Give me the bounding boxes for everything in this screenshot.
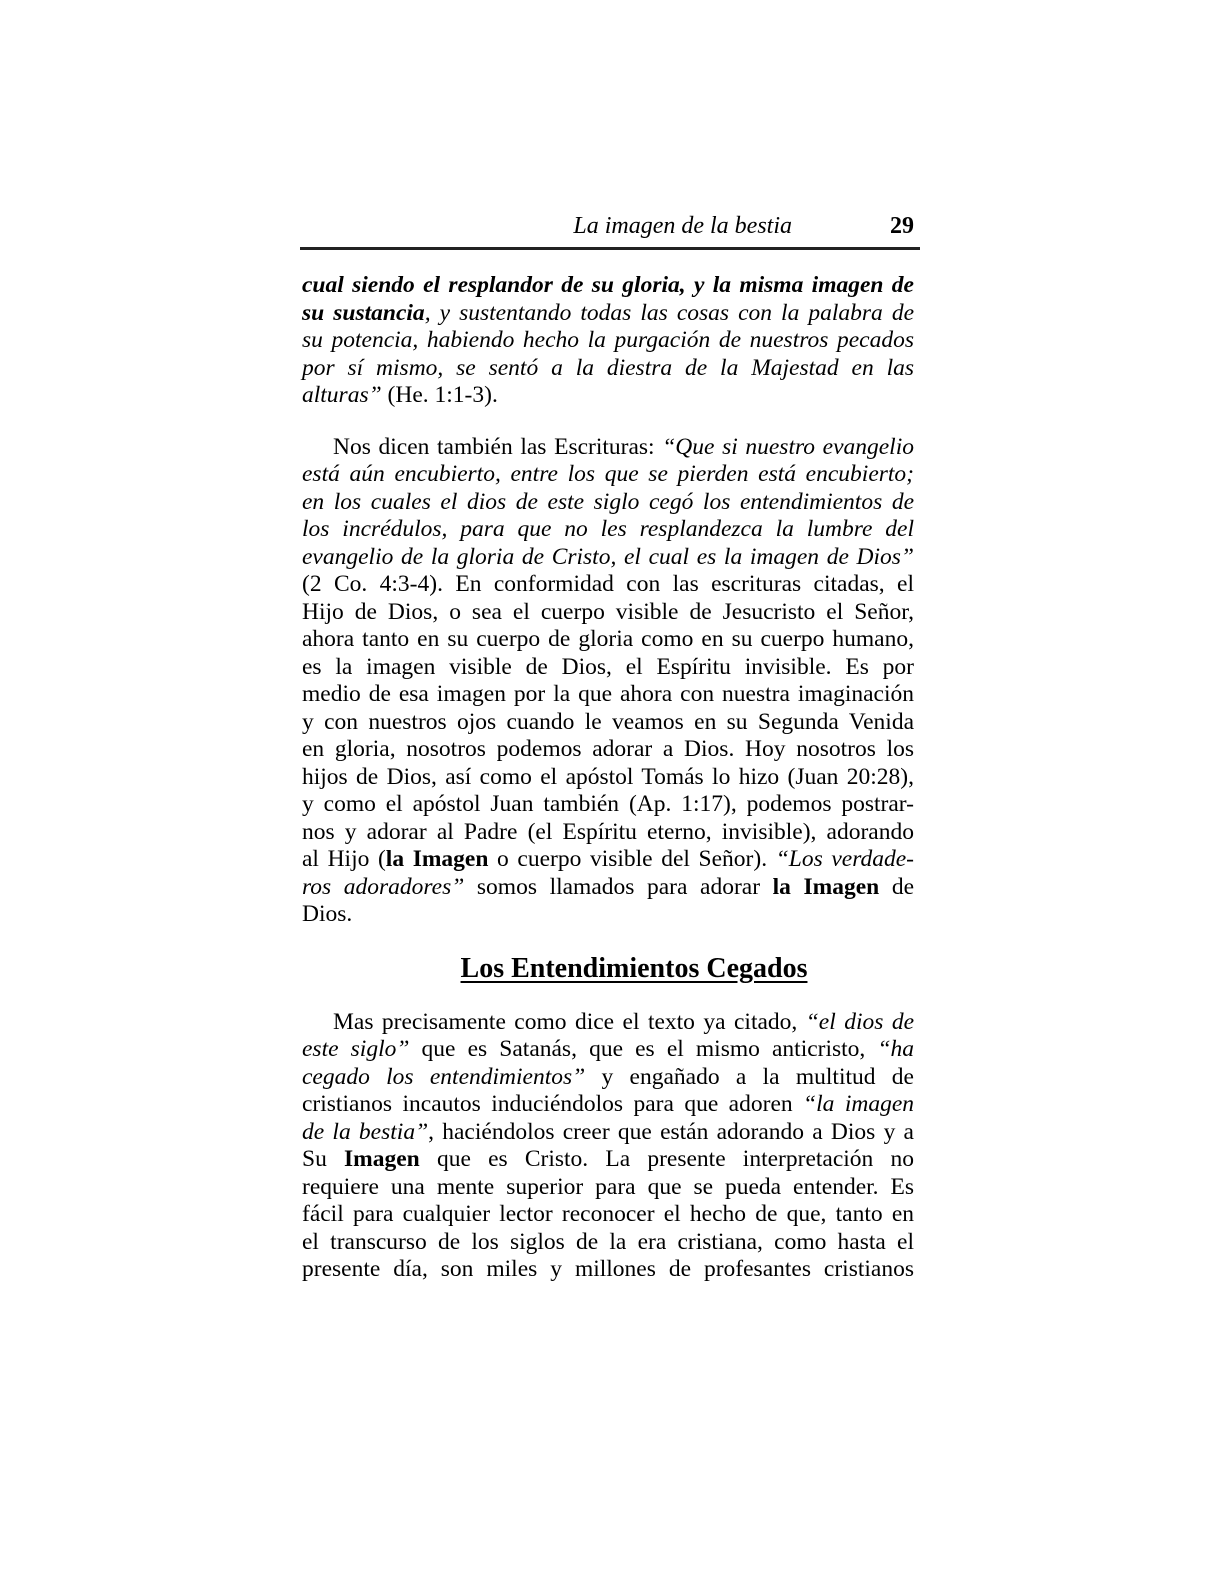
- text-run: “Que si nuestro evangelio: [662, 433, 914, 460]
- text-line: [302, 874, 914, 902]
- text-line: [302, 1091, 914, 1119]
- text-line: [302, 300, 914, 328]
- section-heading-text: Los Entendimientos Cegados: [460, 952, 808, 984]
- text-run: requiere una mente superior para que se pueda entender. Es: [302, 1173, 914, 1200]
- text-run: , y sustentando todas las cosas con la palabra de: [424, 299, 915, 326]
- text-line: [302, 681, 914, 709]
- text-line: [302, 489, 914, 517]
- text-run: su potencia, habiendo hecho la purgación de nuestros pecados: [302, 327, 914, 353]
- paragraph-corinthians: [302, 434, 914, 929]
- text-run: la Imagen: [385, 846, 489, 872]
- text-line: [302, 1229, 914, 1257]
- text-line: [302, 791, 914, 819]
- text-run: ahora tanto en su cuerpo de gloria como en su cuerpo humano,: [302, 626, 914, 652]
- text-line: [302, 1009, 914, 1037]
- text-line: [302, 901, 914, 929]
- text-line: [302, 764, 914, 792]
- paragraph-blinded-minds: [302, 1009, 914, 1284]
- text-run: cegado los entendimientos”: [302, 1063, 586, 1090]
- text-run: al Hijo (: [302, 846, 386, 872]
- text-line: [302, 709, 914, 737]
- text-run: cual siendo el resplandor de su gloria, y la misma imagen de: [302, 272, 914, 298]
- scripture-quote-hebrews: [302, 272, 914, 410]
- text-run: su sustancia: [302, 299, 425, 326]
- text-line: [302, 272, 914, 300]
- text-line: [302, 654, 914, 682]
- text-run: está aún encubierto, entre los que se pierden está encubierto;: [302, 461, 914, 487]
- text-run: o cuerpo visible del Señor).: [488, 846, 776, 872]
- text-line: [302, 1201, 914, 1229]
- text-line: [302, 819, 914, 847]
- text-run: somos llamados para adorar: [464, 873, 773, 900]
- text-run: presente día, son miles y millones de profesantes cristianos: [302, 1256, 914, 1282]
- text-run: evangelio de la gloria de Cristo, el cual es la imagen de Dios”: [302, 543, 914, 570]
- text-run: Dios.: [302, 901, 353, 927]
- text-run: Mas precisamente como dice el texto ya citado,: [333, 1008, 806, 1035]
- text-run: los incrédulos, para que no les resplandezca la lumbre del: [302, 516, 914, 542]
- text-run: “la imagen: [803, 1091, 914, 1117]
- text-run: nos y adorar al Padre (el Espíritu eterno, invisible), adorando: [302, 818, 914, 845]
- text-line: [302, 327, 914, 355]
- text-run: “ha: [877, 1036, 915, 1062]
- text-line: [302, 1174, 914, 1202]
- text-run: Nos dicen también las Escrituras:: [333, 433, 663, 460]
- text-line: [302, 544, 914, 572]
- text-line: [302, 626, 914, 654]
- text-run: medio de esa imagen por la que ahora con nuestra imaginación: [302, 681, 914, 707]
- text-run: (2 Co. 4:3-4). En conformidad con las escrituras citadas, el: [302, 571, 914, 597]
- running-title: La imagen de la bestia: [573, 213, 792, 239]
- text-run: hijos de Dios, así como el apóstol Tomás lo hizo (Juan 20:28),: [302, 763, 914, 790]
- text-run: Imagen: [344, 1146, 420, 1172]
- text-line: [302, 382, 914, 410]
- text-run: Su: [302, 1146, 345, 1172]
- text-line: [302, 1064, 914, 1092]
- text-run: la Imagen: [772, 873, 880, 900]
- text-run: fácil para cualquier lector reconocer el hecho de que, tanto en: [302, 1201, 914, 1227]
- text-run: en gloria, nosotros podemos adorar a Dios. Hoy nosotros los: [302, 736, 914, 762]
- text-line: [302, 846, 914, 874]
- text-line: [302, 599, 914, 627]
- text-line: [302, 571, 914, 599]
- section-heading: [328, 953, 940, 985]
- text-run: en los cuales el dios de este siglo cegó los entendimientos de: [302, 488, 914, 515]
- text-line: [302, 355, 914, 383]
- text-run: ros adoradores”: [302, 873, 465, 900]
- text-run: alturas”: [302, 382, 382, 408]
- text-run: y con nuestros ojos cuando le veamos en su Segunda Venida: [302, 708, 914, 735]
- text-run: de la bestia”: [302, 1118, 429, 1145]
- text-line: [302, 434, 914, 462]
- text-run: que es Cristo. La presente interpretación no: [419, 1146, 914, 1172]
- text-line: [302, 1036, 914, 1064]
- text-run: este siglo”: [302, 1036, 410, 1062]
- text-line: [302, 1256, 914, 1284]
- page-number: 29: [890, 213, 914, 239]
- text-run: “el dios de: [805, 1008, 914, 1035]
- text-run: cristianos incautos induciéndolos para que adoren: [302, 1091, 804, 1117]
- text-run: por sí mismo, se sentó a la diestra de la Majestad en las: [302, 354, 914, 381]
- text-line: [302, 736, 914, 764]
- text-run: el transcurso de los siglos de la era cristiana, como hasta el: [302, 1228, 914, 1255]
- running-header: [302, 212, 914, 240]
- text-run: (He. 1:1-3).: [381, 382, 498, 408]
- text-run: de: [879, 873, 915, 900]
- header-rule: [300, 247, 920, 250]
- text-run: y engañado a la multitud de: [585, 1063, 914, 1090]
- text-line: [302, 1146, 914, 1174]
- text-line: [302, 516, 914, 544]
- text-run: es la imagen visible de Dios, el Espíritu invisible. Es por: [302, 653, 914, 680]
- text-run: que es Satanás, que es el mismo anticristo,: [409, 1036, 878, 1062]
- text-line: [302, 461, 914, 489]
- text-line: [302, 1119, 914, 1147]
- text-run: y como el apóstol Juan también (Ap. 1:17), podemos postrar-: [302, 791, 914, 817]
- text-run: “Los verdade-: [775, 846, 914, 872]
- text-block: [302, 272, 914, 1284]
- text-run: , haciéndolos creer que están adorando a Dios y a: [428, 1118, 914, 1145]
- text-run: Hijo de Dios, o sea el cuerpo visible de Jesucristo el Señor,: [302, 598, 914, 625]
